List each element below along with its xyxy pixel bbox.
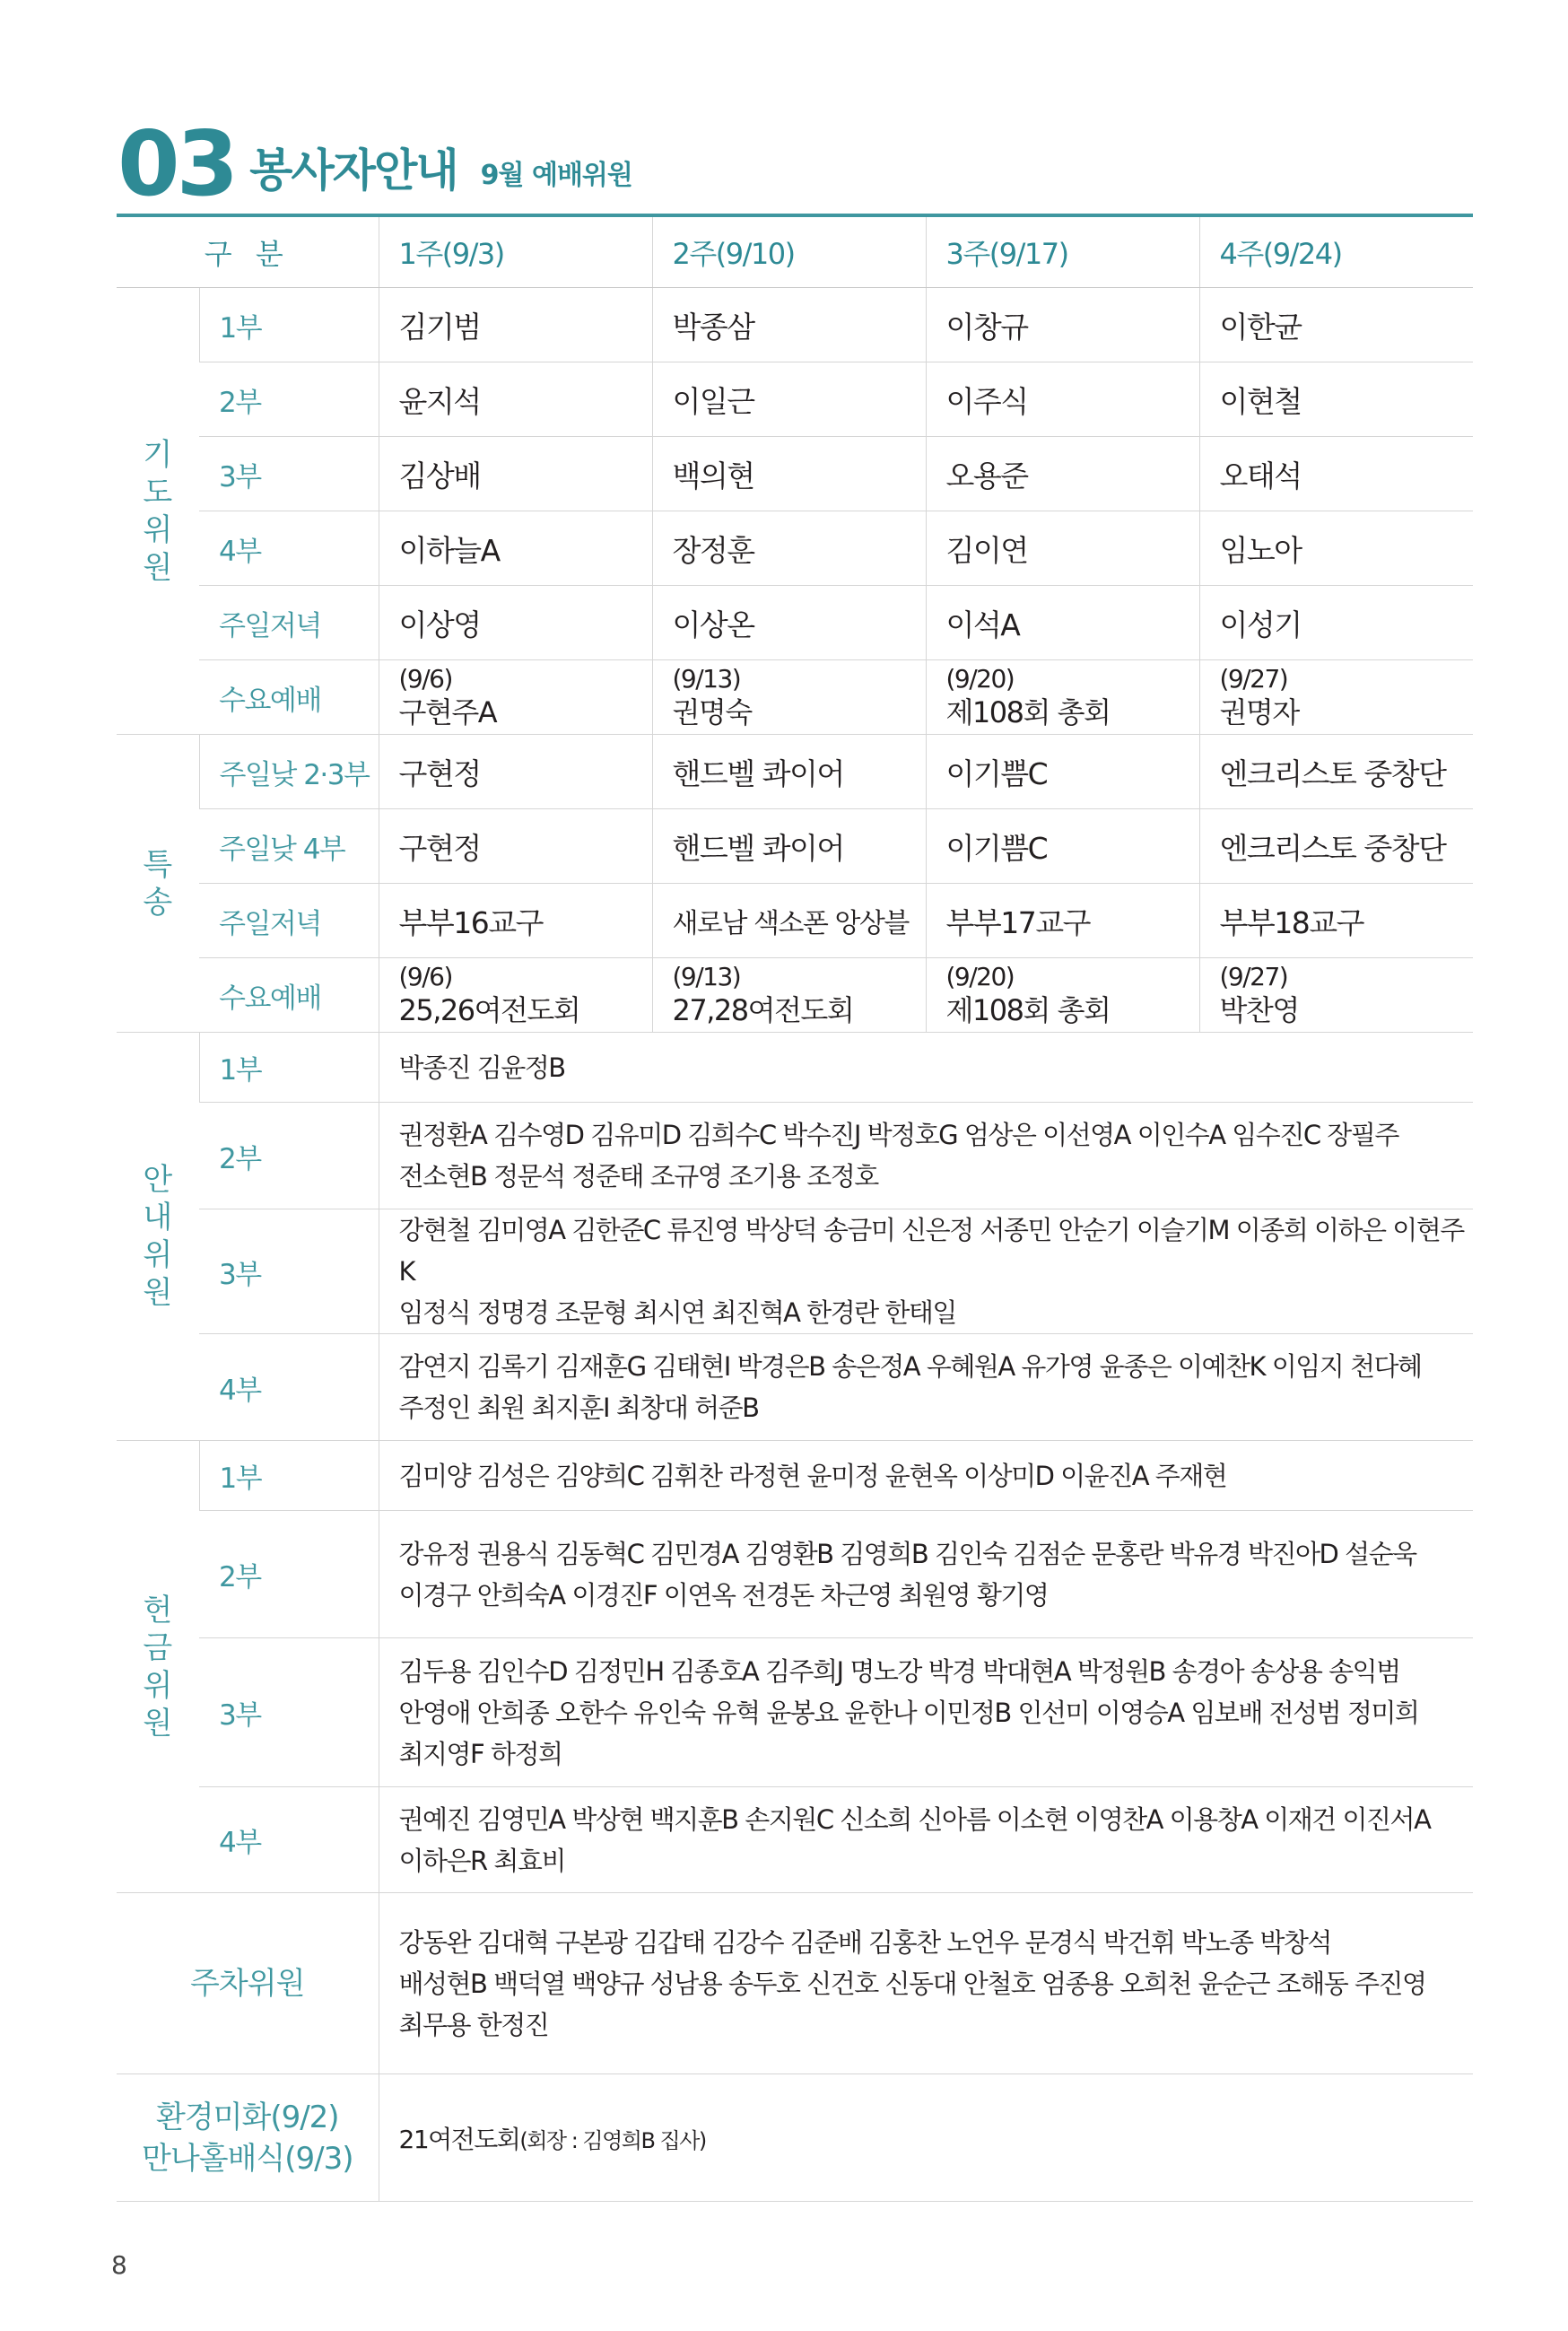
table-row: [117, 1441, 1473, 1511]
cell: 이상영: [379, 586, 652, 660]
row-label: 4부: [199, 511, 379, 586]
cell: (9/27) 권명자: [1199, 660, 1473, 735]
cell: 핸드벨 콰이어: [652, 735, 926, 809]
cell: 박종삼: [652, 288, 926, 362]
row-label: 수요예배: [199, 660, 379, 735]
cell: 구현정: [379, 735, 652, 809]
table-row: [117, 1638, 1473, 1787]
row-label: 1부: [199, 1441, 379, 1511]
cell: (9/27) 박찬영: [1199, 958, 1473, 1033]
row-label: 4부: [199, 1334, 379, 1441]
names-cell: 강동완 김대혁 구본광 김갑태 김강수 김준배 김홍찬 노언우 문경식 박건휘 박노종 박창석 배성현B 백덕열 백양규 성남용 송두호 신건호 신동대 안철호 엄종용 오희천 윤순근 조해동 주진영 최무용 한정진: [379, 1893, 1473, 2074]
cell: (9/13) 권명숙: [652, 660, 926, 735]
row-label: 2부: [199, 362, 379, 437]
names-cell: 강유정 권용식 김동혁C 김민경A 김영환B 김영희B 김인숙 김점순 문홍란 박유경 박진아D 설순욱 이경구 안희숙A 이경진F 이연옥 전경돈 차근영 최원영 황기영: [379, 1511, 1473, 1638]
cell: 이상온: [652, 586, 926, 660]
row-label: 1부: [199, 288, 379, 362]
cell: 임노아: [1199, 511, 1473, 586]
category-parking: 주차위원: [117, 1893, 379, 2074]
header-week-3: 3주(9/17): [926, 215, 1199, 288]
cell: 부부17교구: [926, 884, 1199, 958]
table-row: [117, 511, 1473, 586]
row-label: 3부: [199, 437, 379, 511]
table-row: [117, 2074, 1473, 2202]
cell: 핸드벨 콰이어: [652, 809, 926, 884]
table-row: [117, 1787, 1473, 1893]
row-label: 주일낮 2·3부: [199, 735, 379, 809]
cell: (9/6) 25,26여전도회: [379, 958, 652, 1033]
names-cell: 권정환A 김수영D 김유미D 김희수C 박수진J 박정호G 엄상은 이선영A 이인수A 임수진C 장필주 전소현B 정문석 정준태 조규영 조기용 조정호: [379, 1103, 1473, 1209]
cell: 윤지석: [379, 362, 652, 437]
cell: 이기쁨C: [926, 735, 1199, 809]
table-row: [117, 362, 1473, 437]
table-row: [117, 437, 1473, 511]
cell: 이석A: [926, 586, 1199, 660]
cell: 엔크리스토 중창단: [1199, 735, 1473, 809]
row-label: 3부: [199, 1209, 379, 1334]
names-cell: 김미양 김성은 김양희C 김휘찬 라정현 윤미정 윤현옥 이상미D 이윤진A 주재현: [379, 1441, 1473, 1511]
section-subtitle: 9월 예배위원: [480, 160, 632, 191]
header-week-2: 2주(9/10): [652, 215, 926, 288]
cell: 오용준: [926, 437, 1199, 511]
cell: 이창규: [926, 288, 1199, 362]
header-gubun: 구 분: [117, 215, 379, 288]
table-row: [117, 586, 1473, 660]
cell: 김이연: [926, 511, 1199, 586]
section-title: 봉사자안내: [249, 144, 457, 196]
table-row: [117, 735, 1473, 809]
cell: 새로남 색소폰 앙상블: [652, 884, 926, 958]
names-cell: 김두용 김인수D 김정민H 김종호A 김주희J 명노강 박경 박대현A 박정원B 송경아 송상용 송익범 안영애 안희종 오한수 유인숙 유혁 윤봉요 윤한나 이민정B 인선미 이영승A 임보배 전성범 정미희 최지영F 하정희: [379, 1638, 1473, 1787]
table-row: [117, 958, 1473, 1033]
row-label: 2부: [199, 1511, 379, 1638]
cell: 이하늘A: [379, 511, 652, 586]
cell: 장정훈: [652, 511, 926, 586]
cell: 이주식: [926, 362, 1199, 437]
cell: 백의현: [652, 437, 926, 511]
table-row: [117, 1033, 1473, 1103]
table-header-row: [117, 215, 1473, 288]
cell: 오태석: [1199, 437, 1473, 511]
names-cell: 감연지 김록기 김재훈G 김태현I 박경은B 송은정A 우혜원A 유가영 윤종은 이예찬K 이임지 천다혜 주정인 최원 최지훈I 최창대 허준B: [379, 1334, 1473, 1441]
env-cell: 21여전도회(회장 : 김영희B 집사): [379, 2074, 1473, 2202]
cell: (9/13) 27,28여전도회: [652, 958, 926, 1033]
cell: (9/20) 제108회 총회: [926, 660, 1199, 735]
page-number: 8: [111, 2250, 127, 2280]
header-week-1: 1주(9/3): [379, 215, 652, 288]
row-label: 주일저녁: [199, 884, 379, 958]
row-label: 주일저녁: [199, 586, 379, 660]
section-header: [118, 111, 632, 216]
table-row: [117, 288, 1473, 362]
row-label: 2부: [199, 1103, 379, 1209]
cell: 부부16교구: [379, 884, 652, 958]
cell: 이한균: [1199, 288, 1473, 362]
cell: 엔크리스토 중창단: [1199, 809, 1473, 884]
row-label: 수요예배: [199, 958, 379, 1033]
table-row: [117, 1511, 1473, 1638]
cell: 이기쁨C: [926, 809, 1199, 884]
row-label: 4부: [199, 1787, 379, 1893]
category-env: 환경미화(9/2) 만나홀배식(9/3): [117, 2074, 379, 2202]
names-cell: 권예진 김영민A 박상현 백지훈B 손지원C 신소희 신아름 이소현 이영찬A 이용창A 이재건 이진서A 이하은R 최효비: [379, 1787, 1473, 1893]
cell: 이성기: [1199, 586, 1473, 660]
names-cell: 강현철 김미영A 김한준C 류진영 박상덕 송금미 신은정 서종민 안순기 이슬기M 이종희 이하은 이현주K 임정식 정명경 조문형 최시연 최진혁A 한경란 한태일: [379, 1209, 1473, 1334]
volunteer-table: [117, 214, 1473, 2202]
category-special: 특 송: [117, 735, 199, 1033]
category-usher: 안 내 위 원: [117, 1033, 199, 1441]
table-row: [117, 1334, 1473, 1441]
cell: 이현철: [1199, 362, 1473, 437]
cell: 구현정: [379, 809, 652, 884]
table-row: [117, 809, 1473, 884]
table-row: [117, 1209, 1473, 1334]
header-week-4: 4주(9/24): [1199, 215, 1473, 288]
row-label: 3부: [199, 1638, 379, 1787]
table-row: [117, 1893, 1473, 2074]
table-row: [117, 1103, 1473, 1209]
cell: 김상배: [379, 437, 652, 511]
cell: 부부18교구: [1199, 884, 1473, 958]
cell: (9/6) 구현주A: [379, 660, 652, 735]
category-offering: 헌 금 위 원: [117, 1441, 199, 1893]
row-label: 주일낮 4부: [199, 809, 379, 884]
names-cell: 박종진 김윤정B: [379, 1033, 1473, 1103]
cell: 이일근: [652, 362, 926, 437]
cell: 김기범: [379, 288, 652, 362]
section-number: 03: [118, 111, 236, 216]
category-prayer: 기 도 위 원: [117, 288, 199, 735]
cell: (9/20) 제108회 총회: [926, 958, 1199, 1033]
table-row: [117, 660, 1473, 735]
row-label: 1부: [199, 1033, 379, 1103]
table-row: [117, 884, 1473, 958]
